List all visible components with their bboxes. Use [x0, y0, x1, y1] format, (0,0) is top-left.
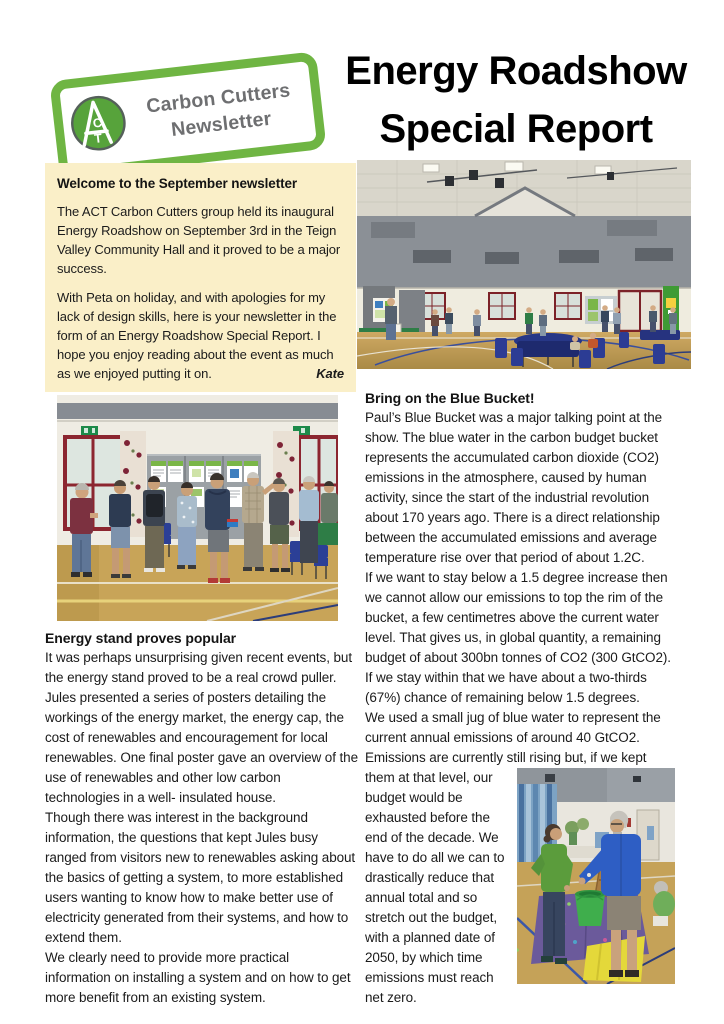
energy-stand-heading: Energy stand proves popular [45, 630, 237, 646]
hall-photo [357, 160, 691, 369]
energy-stand-para-2: Though there was interest in the background information, the questions that kept Jules busy ranged from visitors new to renewables asking about the basics of getting a system, to more established users wanting to know how to make better use of electricity generated from their systems, and how to extend them. [45, 810, 356, 945]
page-title-line2: Special Report [379, 107, 653, 151]
energy-stand-photo [57, 395, 338, 621]
welcome-para-2-text: With Peta on holiday, and with apologies for my lack of design skills, here is your newsletter in the form of an Energy Roadshow Special Report. I hope you enjoy reading about the event as much as we enjoyed putting it on. [57, 290, 337, 381]
blue-bucket-photo [517, 768, 675, 984]
welcome-box [45, 163, 356, 392]
blue-bucket-para-3: We used a small jug of blue water to represent the current annual emissions of around 40 GtCO2. Emissions are currently still rising but, if we kept [365, 710, 661, 765]
newsletter-logo-badge [49, 51, 326, 179]
blue-bucket-para-2: If we want to stay below a 1.5 degree increase then we cannot allow our emissions to top the rim of the bucket, a few centimetres above the current water level. That gives us, in global quantity, a remaining budget of about 300bn tonnes of CO2 (300 GtCO2). If we stay within that we have about a two-thirds (67%) chance of remaining below 1.5 degrees. [365, 570, 671, 705]
blue-bucket-para-3-continued: them at that level, our budget would be exhausted before the end of the decade. We have to do all we can to drastically reduce that annual total and so stretch out the budget, with a planned date of 2050, by which time emissions must reach net zero. [365, 770, 505, 1005]
energy-stand-para-3: We clearly need to provide more practical information on installing a system and on how to get more benefit from an existing system. [45, 950, 351, 1005]
blue-bucket-para-1: Paul’s Blue Bucket was a major talking point at the show. The blue water in the carbon budget bucket represents the accumulated carbon dioxide (CO2) emissions in the atmosphere, caused by human activity, since the start of the industrial revolution about 170 years ago. There is a direct relationship between the accumulated emissions and average temperature rise over that period of about 1.2C. [365, 410, 663, 565]
page-title [318, 42, 714, 158]
welcome-para-2 [57, 288, 344, 383]
right-column [365, 388, 675, 1008]
signature-kate: Kate [316, 366, 344, 381]
welcome-heading: Welcome to the September newsletter [57, 176, 298, 191]
logo-org-name: Carbon Cutters [145, 79, 292, 118]
page-title-line1: Energy Roadshow [345, 49, 687, 93]
monogram-c: C [92, 115, 103, 131]
blue-bucket-heading: Bring on the Blue Bucket! [365, 390, 535, 406]
logo-title [130, 75, 309, 147]
left-column [45, 628, 358, 1008]
monogram-t: T [93, 130, 103, 146]
logo-subtitle: Newsletter [170, 107, 273, 141]
blue-bucket-wrap-row [365, 768, 675, 1008]
energy-stand-para-1: It was perhaps unsurprising given recent events, but the energy stand proved to be a real crowd puller. Jules presented a series of posters detailing the workings of the energy market, the energy cap, the cost of renewables and encouragement for local renewables. One final poster gave an overview of the use of renewables and other low carbon technologies in a well- insulated house. [45, 650, 358, 805]
welcome-para-1: The ACT Carbon Cutters group held its inaugural Energy Roadshow on September 3rd in the Teign Valley Community Hall and it proved to be a major success. [57, 204, 341, 276]
act-logo-icon [66, 91, 131, 160]
